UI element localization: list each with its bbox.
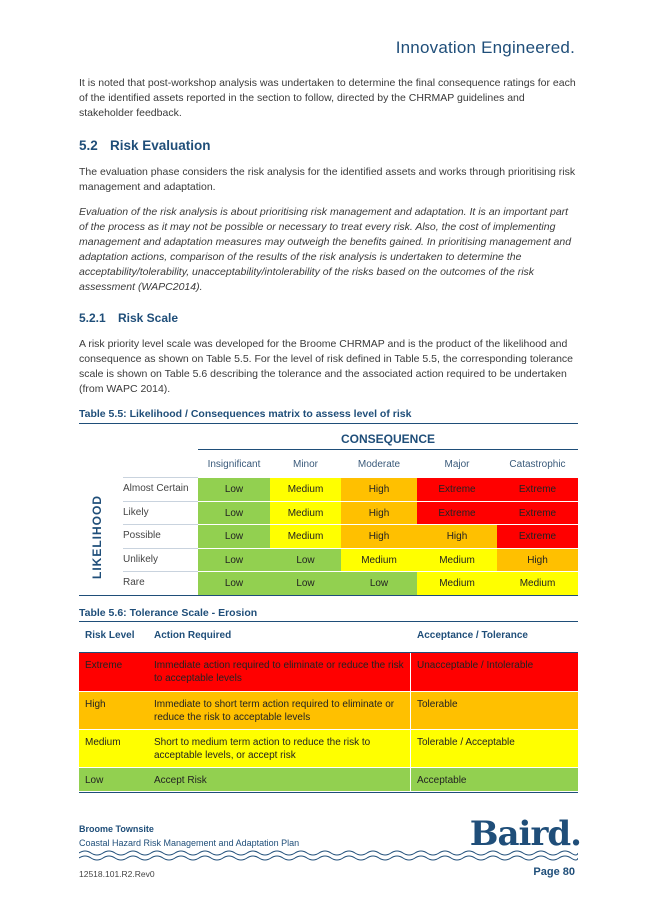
section-heading-5-2 [79,138,578,153]
risk-cell: Extreme [417,477,497,501]
body-text [79,76,578,397]
likelihood-row-label: Possible [123,530,161,542]
baird-logo: Baird. [469,814,581,854]
risk-level: Low [85,775,104,786]
risk-cell: Medium [417,548,497,572]
matrix-bottom-rule [79,595,578,596]
risk-cell: Medium [341,548,417,572]
risk-cell: Medium [270,501,341,525]
consequence-column-major: Major [444,459,470,470]
acceptance-tolerance: Unacceptable / Intolerable [417,660,534,671]
consequence-column-catastrophic: Catastrophic [509,459,566,470]
risk-cell: Extreme [497,501,578,525]
risk-level: Extreme [85,660,123,671]
risk-cell: Low [198,571,270,595]
consequence-header [198,423,578,449]
evaluation-quote: Evaluation of the risk analysis is about prioritising risk management and adaptation. It is an important part of the process as it may not be possible or necessary to treat every risk. Also, the cost of implementing management and adaptation measures may outweigh the benefits gained. In prioritising management and adaptation actions, comparison of the results of the risk analysis is undertaken to determine the acceptability/tolerability, unacceptability/intolerability of the risks based on the outcomes of the risk assessment (WAPC2014). [79,206,572,293]
section-number: 5.2 [79,138,98,153]
tolerance-row-medium [79,730,578,768]
likelihood-row-label: Likely [123,506,149,518]
risk-cell: Low [198,501,270,525]
tolerance-table [79,621,578,793]
action-required: Immediate action required to eliminate or reduce the risk to acceptable levels [154,660,404,684]
risk-level: High [85,699,106,710]
risk-cell: Low [198,477,270,501]
consequence-column-moderate: Moderate [357,459,401,470]
column-divider [410,768,411,791]
section-heading-5-2-1 [79,311,578,325]
consequence-column-insignificant: Insignificant [207,459,261,470]
row-divider [123,501,198,502]
risk-cell: Medium [417,571,497,595]
risk-cell: High [341,477,417,501]
consequence-rule [198,449,578,450]
tolerance-row-extreme [79,653,578,692]
risk-cell: Medium [270,477,341,501]
action-required: Short to medium term action to reduce the risk to acceptable levels, or accept risk [154,737,371,761]
risk-cell: Extreme [497,524,578,548]
risk-cell: High [417,524,497,548]
tolerance-header-row [79,621,578,653]
risk-cell: Extreme [497,477,578,501]
acceptance-tolerance: Tolerable [417,699,458,710]
risk-cell: Low [270,548,341,572]
row-divider [123,477,198,478]
header-tagline: Innovation Engineered. [395,38,575,57]
risk-cell: High [341,501,417,525]
risk-cell: Low [270,571,341,595]
column-divider [410,692,411,729]
column-divider [410,653,411,691]
evaluation-paragraph: The evaluation phase considers the risk analysis for the identified assets and works through prioritising risk management and adaptation. [79,166,576,193]
consequence-label: CONSEQUENCE [340,432,435,446]
acceptance-tolerance: Acceptable [417,775,467,786]
section-title: Risk Evaluation [110,138,211,153]
row-divider [123,571,198,572]
action-required: Accept Risk [154,775,207,786]
table-5-6-caption: Table 5.6: Tolerance Scale - Erosion [79,607,258,619]
subsection-number: 5.2.1 [79,311,106,325]
risk-cell: Low [198,548,270,572]
tolerance-row-low [79,768,578,792]
page-number: Page 80 [533,866,575,878]
likelihood-row-label: Rare [123,577,145,589]
consequence-column-minor: Minor [292,459,318,470]
risk-cell: Medium [497,571,578,595]
risk-cell: Medium [270,524,341,548]
header-action-required: Action Required [154,630,232,641]
subsection-title: Risk Scale [118,311,179,325]
header-risk-level: Risk Level [85,630,135,641]
document-reference: 12518.101.R2.Rev0 [79,869,155,879]
risk-cell: Low [198,524,270,548]
row-divider [123,548,198,549]
risk-cell: High [341,524,417,548]
intro-paragraph: It is noted that post-workshop analysis was undertaken to determine the final consequence ratings for each of the identified assets reported in the section to follow, directed by the CHRMAP guidelines and stakeholder feedback. [79,77,576,119]
risk-scale-paragraph: A risk priority level scale was developed for the Broome CHRMAP and is the product of the likelihood and consequence as shown on Table 5.5. For the level of risk defined in Table 5.5, the corresponding tolerance scale is shown on Table 5.6 describing the tolerance and the associated action required to be undertaken (from WAPC 2014). [79,338,574,395]
likelihood-row-label: Unlikely [123,553,159,565]
footer-project-name: Broome Townsite [79,824,154,834]
risk-cell: High [497,548,578,572]
table-5-5-caption: Table 5.5: Likelihood / Consequences matrix to assess level of risk [79,408,412,420]
footer-plan-name: Coastal Hazard Risk Management and Adaptation Plan [79,838,300,848]
tolerance-row-high [79,692,578,730]
action-required: Immediate to short term action required to eliminate or reduce the risk to acceptable levels [154,699,395,723]
column-divider [410,730,411,767]
risk-matrix [79,423,578,596]
likelihood-label: LIKELIHOOD [90,494,104,579]
acceptance-tolerance: Tolerable / Acceptable [417,737,515,748]
footer-project [79,824,299,848]
row-divider [123,524,198,525]
tolerance-bottom-rule [79,792,578,793]
risk-cell: Low [341,571,417,595]
likelihood-axis [79,477,115,596]
wave-divider-icon [79,849,578,863]
header-acceptance: Acceptance / Tolerance [417,630,528,641]
risk-level: Medium [85,737,121,748]
risk-cell: Extreme [417,501,497,525]
likelihood-row-label: Almost Certain [123,483,189,494]
